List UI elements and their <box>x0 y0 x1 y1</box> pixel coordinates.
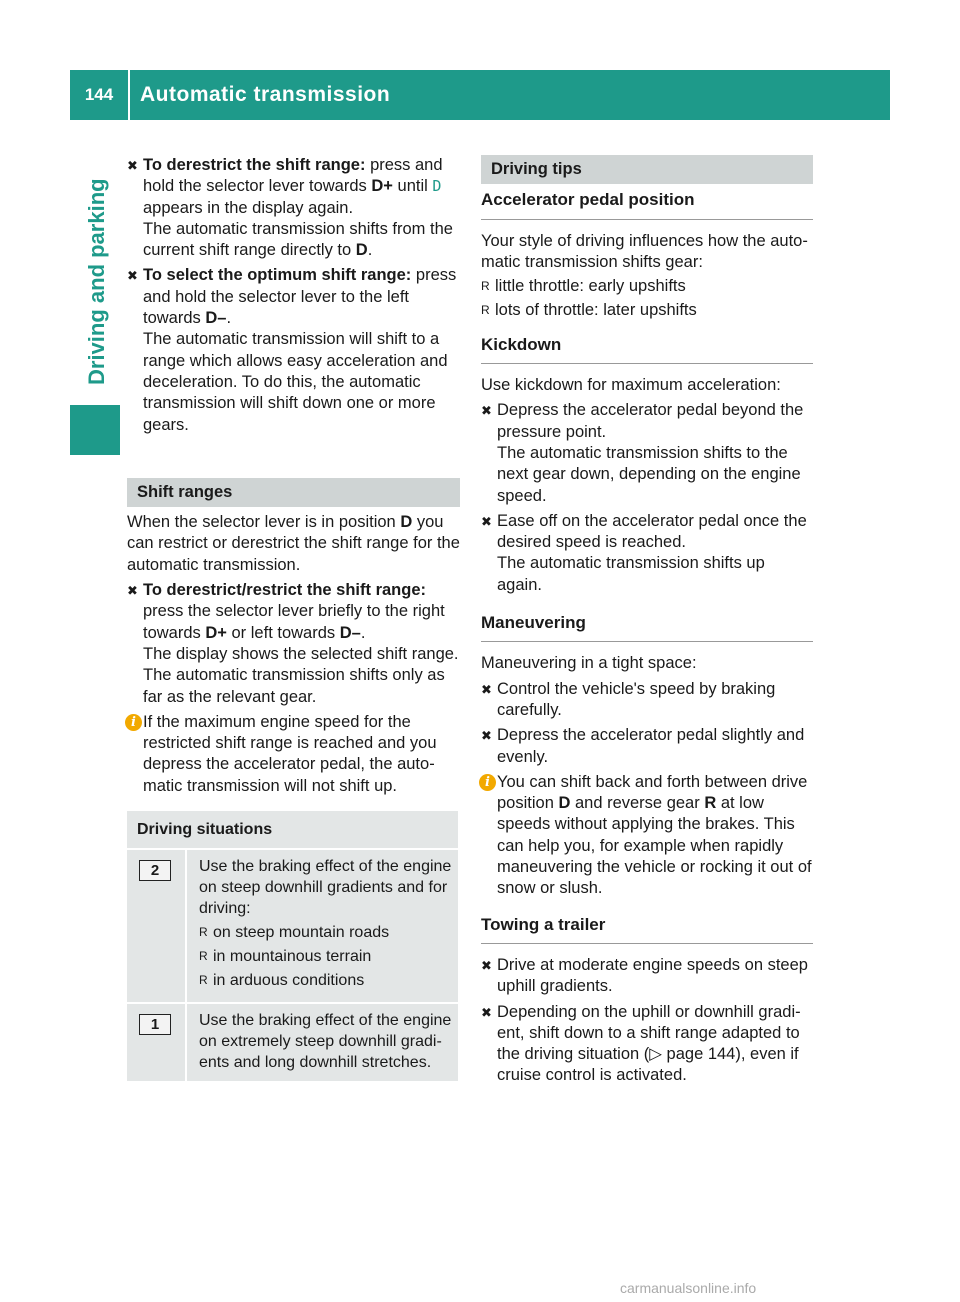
watermark: carmanualsonline.info <box>620 1280 757 1296</box>
shift-ranges-intro: When the selector lever is in position D you can restrict or derestrict the shift range for the automatic transmission. <box>127 513 460 574</box>
maneuvering-text: Maneuvering in a tight space: <box>481 654 697 673</box>
info-note-max-speed: i If the maximum engine speed for the restricted shift range is reached and you depress the accelerator pedal, the auto-matic transmission will not shift up. <box>127 712 460 797</box>
header-divider <box>128 70 130 120</box>
step-arrow-icon: ✖ <box>127 268 138 284</box>
step-tow-shift: ✖ Depending on the uphill or downhill gradi-ent, shift down to a shift range adapted to the driving situation (▷ page 144), even if cruise control is activated. <box>481 1002 801 1085</box>
info-note-shift: i You can shift back and forth between drive position D and reverse gear R at low speeds without applying the brakes. This can help you, for example when rapidly maneuvering the vehicle or rocking it out of snow or slush. <box>481 772 813 900</box>
table-row: 1 Use the braking effect of the engine on extremely steep downhill gradi-ents and long downhill stretches. <box>127 1003 458 1082</box>
gear-1-icon: 1 <box>139 1014 171 1035</box>
towing-heading: Towing a trailer <box>481 914 813 944</box>
kickdown-heading: Kickdown <box>481 334 813 364</box>
table-row: 2 Use the braking effect of the engine on steep downhill gradients and for driving: R on steep mountain roads R in mountainous terrain R in arduous conditions <box>127 849 458 1003</box>
page-number: 144 <box>84 85 114 104</box>
step-arrow-icon: ✖ <box>481 1004 492 1020</box>
step-arrow-icon: ✖ <box>481 957 492 973</box>
step-arrow-icon: ✖ <box>481 403 492 419</box>
list-item: R little throttle: early upshifts <box>481 277 686 296</box>
list-item: R lots of throttle: later upshifts <box>481 301 697 320</box>
left-column <box>127 155 460 1083</box>
driving-tips-heading: Driving tips <box>481 155 813 184</box>
gear-2-icon: 2 <box>139 860 171 881</box>
step-arrow-icon: ✖ <box>481 681 492 697</box>
step-arrow-icon: ✖ <box>481 728 492 744</box>
page-title: Automatic transmission <box>140 83 391 106</box>
maneuvering-heading: Maneuvering <box>481 612 813 642</box>
accelerator-heading: Accelerator pedal position <box>481 189 813 219</box>
page-ref-arrow-icon: ▷ <box>649 1045 662 1064</box>
driving-situations-table <box>127 811 458 1083</box>
step-arrow-icon: ✖ <box>481 513 492 529</box>
right-column <box>481 155 813 1091</box>
list-item: R in arduous conditions <box>199 972 365 990</box>
info-icon: i <box>479 774 496 791</box>
step-optimum: ✖ To select the optimum shift range: press and hold the selector lever to the left towards D–. The automatic transmission will shift to a range which allows easy acceleration and deceleration. To do this, the automatic transmission will shift down one or more gears. <box>127 266 457 434</box>
step-maneuver-pedal: ✖ Depress the accelerator pedal slightly and evenly. <box>481 726 805 766</box>
step-kickdown-depress: ✖ Depress the accelerator pedal beyond the pressure point. The automatic transmission shifts to the next gear down, depending on the engine speed. <box>481 401 804 505</box>
step-arrow-icon: ✖ <box>127 583 138 599</box>
step-derestrict: ✖ To derestrict the shift range: press and hold the selector lever towards D+ until D appears in the display again. The automatic transmission shifts from the current shift range directly to D. <box>127 156 453 260</box>
step-restrict: ✖ To derestrict/restrict the shift range: press the selector lever briefly to the right towards D+ or left towards D–. The display shows the selected shift range. The automatic transmission shifts only as far as the relevant gear. <box>127 581 459 706</box>
section-tab-marker <box>70 405 120 455</box>
info-icon: i <box>125 714 142 731</box>
step-arrow-icon: ✖ <box>127 158 138 173</box>
display-symbol: D <box>432 177 442 196</box>
kickdown-text: Use kickdown for maximum acceleration: <box>481 376 781 395</box>
accelerator-text: Your style of driving influences how the auto-matic transmission shifts gear: <box>481 231 808 271</box>
step-maneuver-brake: ✖ Control the vehicle's speed by braking carefully. <box>481 679 776 719</box>
list-item: R on steep mountain roads <box>199 924 390 942</box>
step-kickdown-ease: ✖ Ease off on the accelerator pedal once the desired speed is reached. The automatic transmission shifts up again. <box>481 511 807 594</box>
section-tab-label: Driving and parking <box>84 178 109 385</box>
table-header: Driving situations <box>127 811 458 849</box>
step-tow-drive: ✖ Drive at moderate engine speeds on steep uphill gradients. <box>481 955 808 996</box>
list-item: R in mountainous terrain <box>199 948 372 966</box>
shift-ranges-heading: Shift ranges <box>127 478 460 507</box>
